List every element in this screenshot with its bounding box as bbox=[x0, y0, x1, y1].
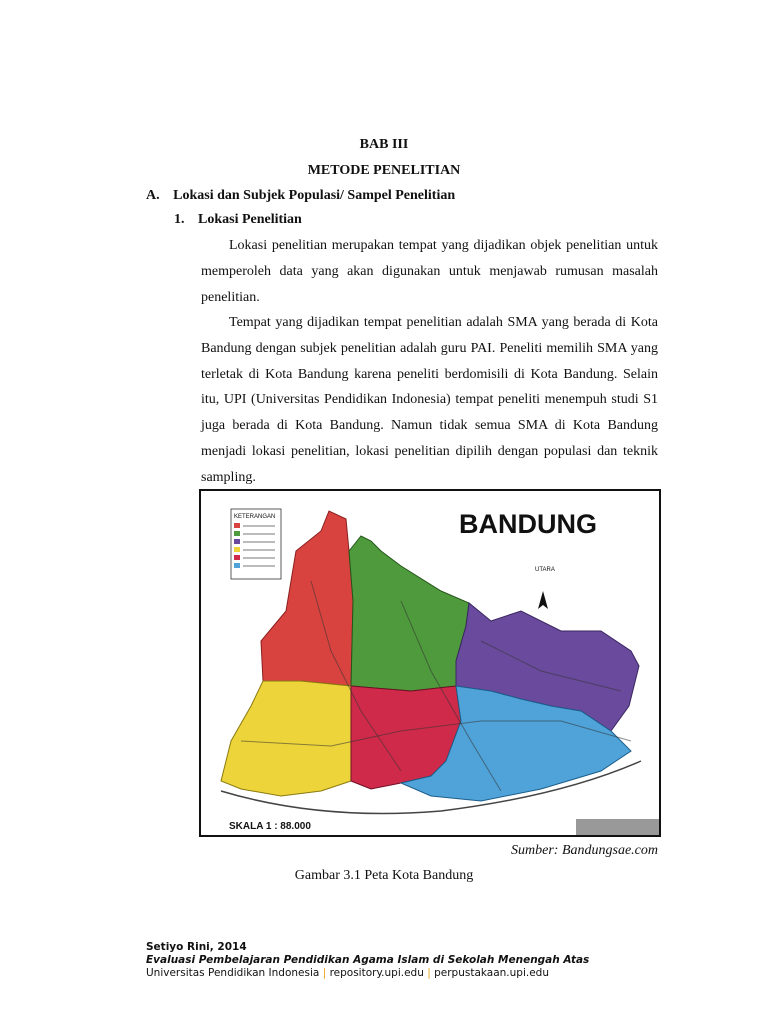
map-region-green bbox=[349, 536, 469, 691]
section-title: Lokasi dan Subjek Populasi/ Sampel Penelitian bbox=[173, 188, 456, 203]
subsection-title: Lokasi Penelitian bbox=[198, 212, 302, 227]
subsection-heading bbox=[174, 212, 302, 228]
footer-separator: | bbox=[427, 967, 431, 979]
north-label: UTARA bbox=[535, 567, 555, 573]
figure-source: Sumber: Bandungsae.com bbox=[511, 843, 658, 858]
map-legend bbox=[231, 509, 281, 579]
map-title: BANDUNG bbox=[459, 509, 597, 539]
paragraph-1: Lokasi penelitian merupakan tempat yang dijadikan objek penelitian untuk memperoleh data yang akan digunakan untuk menjawab rumusan masalah penelitian. bbox=[201, 238, 658, 305]
legend-title: KETERANGAN bbox=[234, 514, 276, 520]
map-scale: SKALA 1 : 88.000 bbox=[229, 821, 311, 832]
section-marker: A. bbox=[146, 188, 160, 203]
map-region-yellow bbox=[221, 681, 351, 796]
footer-author: Setiyo Rini, 2014 bbox=[146, 941, 247, 953]
section-heading bbox=[146, 188, 455, 204]
map-illustration bbox=[201, 491, 659, 835]
footer-library-link[interactable]: perpustakaan.upi.edu bbox=[434, 967, 550, 979]
footer-title: Evaluasi Pembelajaran Pendidikan Agama Islam di Sekolah Menengah Atas bbox=[146, 954, 590, 966]
figure-caption: Gambar 3.1 Peta Kota Bandung bbox=[294, 868, 474, 883]
bandung-map bbox=[199, 489, 661, 837]
chapter-title: METODE PENELITIAN bbox=[307, 163, 461, 178]
footer-repository-link[interactable]: repository.upi.edu bbox=[329, 967, 424, 979]
chapter-number: BAB III bbox=[359, 137, 409, 152]
subsection-marker: 1. bbox=[174, 212, 185, 227]
north-arrow-icon bbox=[535, 567, 555, 609]
footer-separator: | bbox=[322, 967, 327, 979]
paragraph-2: Tempat yang dijadikan tempat penelitian adalah SMA yang berada di Kota Bandung dengan subjek penelitian adalah guru PAI. Peneliti memilih SMA yang terletak di Kota Bandung karena peneliti berdomisili di Kota Bandung. Selain itu, UPI (Universitas Pendidikan Indonesia) tempat peneliti menempuh studi S1 juga berada di Kota Bandung. Namun tidak semua SMA di Kota Bandung menjadi lokasi penelitian, lokasi penelitian dipilih dengan populasi dan teknik sampling. bbox=[201, 315, 658, 485]
footer-university: Universitas Pendidikan Indonesia bbox=[146, 967, 320, 979]
footer-links bbox=[146, 967, 549, 979]
